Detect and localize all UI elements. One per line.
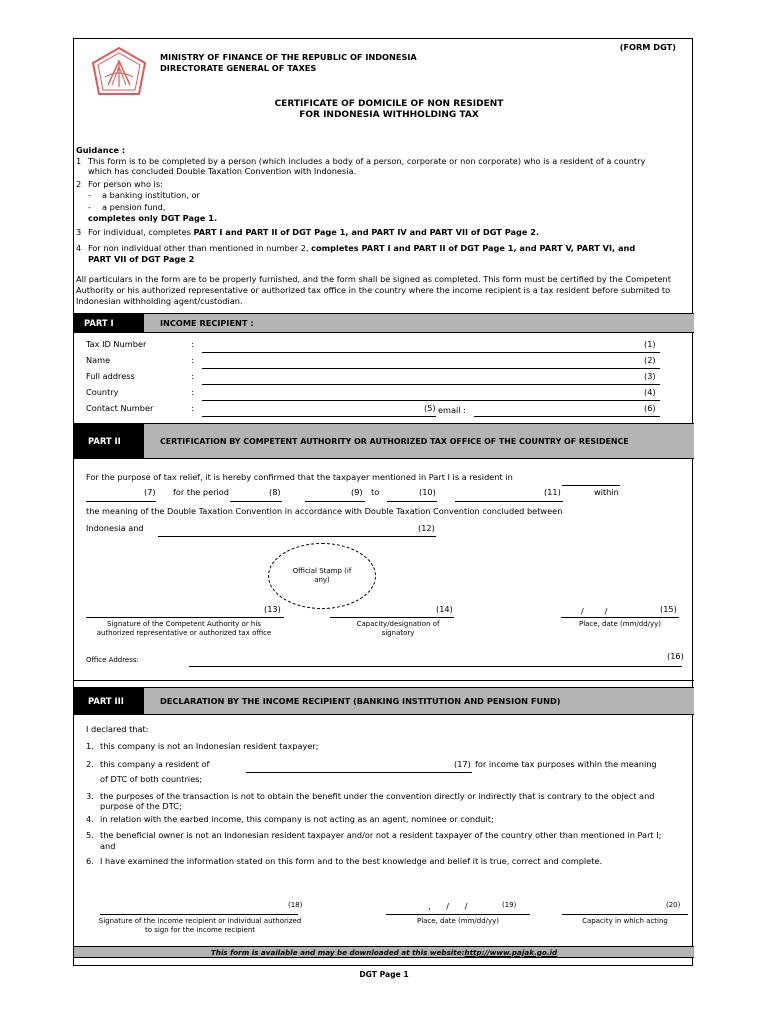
field-number-11: (11) [544,487,561,497]
field-number-15: (15) [660,604,677,614]
period-label: for the period [173,487,229,497]
declaration-number-5: 5. [86,830,94,840]
competent-authority-signature-field[interactable] [86,617,284,618]
form-title-line-1: CERTIFICATE OF DOMICILE OF NON RESIDENT [274,99,504,109]
email-field[interactable] [474,416,660,417]
form-title-line-2: FOR INDONESIA WITHHOLDING TAX [299,110,479,120]
office-address-field[interactable] [189,666,682,667]
official-stamp-area [268,543,376,609]
directorate-name: DIRECTORATE GENERAL OF TAXES [160,63,317,73]
full-address-label: Full address [86,371,135,381]
download-link[interactable]: http://www.pajak.go.id [464,947,558,957]
part-1-title: INCOME RECIPIENT : [160,318,254,328]
download-note-text: This form is available and may be downloaded at this website: [210,947,465,957]
declaration-place-date-caption: Place, date (mm/dd/yy) [416,917,500,925]
recipient-signature-field[interactable] [100,914,298,915]
part-1-tag: PART I [74,314,144,332]
name-label: Name [86,355,111,365]
period-from-year-field[interactable] [305,501,365,502]
resident-country-field[interactable] [246,772,472,773]
declaration-number-4: 4. [86,814,94,824]
recipient-signature-caption-line-1: Signature of the income recipient or individual authorized [98,917,302,925]
indonesia-and-label: Indonesia and [86,523,144,533]
guidance-item-3-text: For individual, completes [88,227,194,237]
to-label: to [371,487,380,497]
certification-date-slashes: / / [581,606,608,616]
field-number-2: (2) [644,355,656,365]
guidance-number-4: 4 [76,243,82,253]
declaration-item-2-suffix: for income tax purposes within the meaning [475,759,657,769]
form-page [73,38,693,966]
declaration-number-2: 2. [86,759,94,769]
field-number-4: (4) [644,387,656,397]
ministry-logo [90,47,148,97]
address-colon: : [191,371,194,381]
part-3-header [74,687,694,715]
declaration-number-3: 3. [86,791,94,801]
capacity-acting-field[interactable] [562,914,688,915]
declaration-number-1: 1. [86,741,94,751]
particulars-line-1: All particulars in the form are to be properly furnished, and the form shall be signed as completed. This form must be certified by the Competent [76,274,671,284]
guidance-item-4 [88,243,692,253]
guidance-number-3: 3 [76,227,82,237]
email-label: email : [438,405,466,415]
field-number-14: (14) [436,604,453,614]
period-to-field[interactable] [387,501,437,502]
guidance-item-1-line-1: This form is to be completed by a person (which includes a body of a person, corporate or non corporate) who is a resident of a country [88,156,646,166]
declaration-item-3-line-1: the purposes of the transaction is not to obtain the benefit under the convention directly or indirectly that is contrary to the object and [100,791,655,801]
field-number-5: (5) [424,403,436,413]
treaty-country-field[interactable] [158,536,436,537]
field-number-16: (16) [667,651,684,661]
declaration-item-5-line-1: the beneficial owner is not an Indonesian resident taxpayer and/or not a resident taxpayer of the country other than mentioned in Part I; [100,830,662,840]
guidance-item-2-pension: a pension fund, [102,202,166,212]
page-label: DGT Page 1 [359,970,409,979]
capacity-field[interactable] [330,617,454,618]
download-note-bar [74,946,694,958]
country-field[interactable] [202,400,660,401]
guidance-item-2-completes: completes only DGT Page 1. [88,213,218,223]
guidance-item-4-parts: completes PART I and PART II of DGT Page 1, and PART V, PART VI, and [311,243,636,253]
declaration-item-6: I have examined the information stated on this form and to the best knowledge and belief it is true, correct and complete. [100,856,603,866]
part-2-tag: PART II [74,424,144,458]
field-number-10: (10) [419,487,436,497]
guidance-heading: Guidance : [76,145,126,155]
guidance-item-1-line-2: which has concluded Double Taxation Convention with Indonesia. [88,166,357,176]
part-3-tag: PART III [74,688,144,714]
place-date-field[interactable] [561,617,679,618]
guidance-dash-1: - [88,190,91,200]
country-colon: : [191,387,194,397]
field-number-13: (13) [264,604,281,614]
declaration-date-marks: , / / [428,901,468,911]
field-number-7: (7) [144,487,156,497]
ministry-name: MINISTRY OF FINANCE OF THE REPUBLIC OF INDONESIA [160,52,417,62]
guidance-dash-2: - [88,202,91,212]
signature-caption-line-1: Signature of the Competent Authority or his [107,620,261,628]
signature-caption-line-2: authorized representative or authorized tax office [96,629,272,637]
declaration-number-6: 6. [86,856,94,866]
field-number-9: (9) [351,487,363,497]
part-2-bottom-divider [74,680,694,681]
tax-id-label: Tax ID Number [86,339,147,349]
contact-number-field[interactable] [202,416,436,417]
guidance-number-1: 1 [76,156,82,166]
guidance-item-2-banking: a banking institution, or [102,190,200,200]
guidance-item-4-text: For non individual other than mentioned in number 2, [88,243,312,253]
field-number-6: (6) [644,403,656,413]
field-number-18: (18) [288,901,303,909]
residence-country-field[interactable] [86,501,156,502]
field-number-17: (17) [454,759,471,769]
field-number-19: (19) [502,901,517,909]
part-2-header [74,423,694,459]
capacity-acting-caption: Capacity in which acting [582,917,668,925]
within-field[interactable] [562,485,620,486]
office-address-label: Office Address: [86,656,139,664]
official-stamp-label: Official Stamp (if any) [292,567,352,584]
tax-id-colon: : [191,339,194,349]
part-2-intro: For the purpose of tax relief, it is hereby confirmed that the taxpayer mentioned in Part I is a resident in [86,472,513,482]
guidance-item-4-line-2: PART VII of DGT Page 2 [88,254,195,264]
part-3-title: DECLARATION BY THE INCOME RECIPIENT (BANKING INSTITUTION AND PENSION FUND) [160,696,561,706]
within-label: within [594,487,619,497]
tax-id-field[interactable] [202,352,660,353]
dtc-meaning-text: the meaning of the Double Taxation Convention in accordance with Double Taxation Convention concluded between [86,506,563,516]
guidance-number-2: 2 [76,179,82,189]
guidance-item-2-line-1: For person who is: [88,179,163,189]
field-number-8: (8) [269,487,281,497]
recipient-signature-caption-line-2: to sign for the income recipient [144,926,256,934]
contact-number-label: Contact Number [86,403,154,413]
full-address-field[interactable] [202,384,660,385]
contact-colon: : [191,403,194,413]
declaration-item-3-line-2: purpose of the DTC; [100,801,182,811]
guidance-item-3-parts: PART I and PART II of DGT Page 1, and PART IV and PART VII of DGT Page 2. [193,227,540,237]
declared-label: I declared that: [86,724,149,734]
period-to-year-field[interactable] [455,501,563,502]
field-number-20: (20) [666,901,681,909]
form-code: (FORM DGT) [619,42,676,52]
period-from-field[interactable] [230,501,282,502]
field-number-1: (1) [644,339,656,349]
part-2-title: CERTIFICATION BY COMPETENT AUTHORITY OR AUTHORIZED TAX OFFICE OF THE COUNTRY OF RESIDENCE [160,436,629,446]
particulars-line-2: Authority or his authorized representative or authorized tax office in the country where the income recipient is a tax resident before submited to [76,285,671,295]
part-1-header [74,313,694,333]
name-field[interactable] [202,368,660,369]
particulars-line-3: Indonesian withholding agent/custodian. [76,296,243,306]
capacity-caption-line-1: Capacity/designation of [356,620,440,628]
capacity-caption-line-2: signatory [381,629,415,637]
guidance-item-3 [88,227,688,237]
declaration-item-4: in relation with the earbed income, this company is not acting as an agent, nominee or conduit; [100,814,494,824]
place-date-caption: Place, date (mm/dd/yy) [578,620,662,628]
declaration-place-date-field[interactable] [386,914,530,915]
declaration-item-2-line-2: of DTC of both countries; [100,774,203,784]
field-number-3: (3) [644,371,656,381]
country-label: Country [86,387,119,397]
name-colon: : [191,355,194,365]
declaration-item-2-prefix: this company a resident of [100,759,210,769]
declaration-item-1: this company is not an Indonesian resident taxpayer; [100,741,319,751]
declaration-item-5-line-2: and [100,841,116,851]
field-number-12: (12) [418,523,435,533]
